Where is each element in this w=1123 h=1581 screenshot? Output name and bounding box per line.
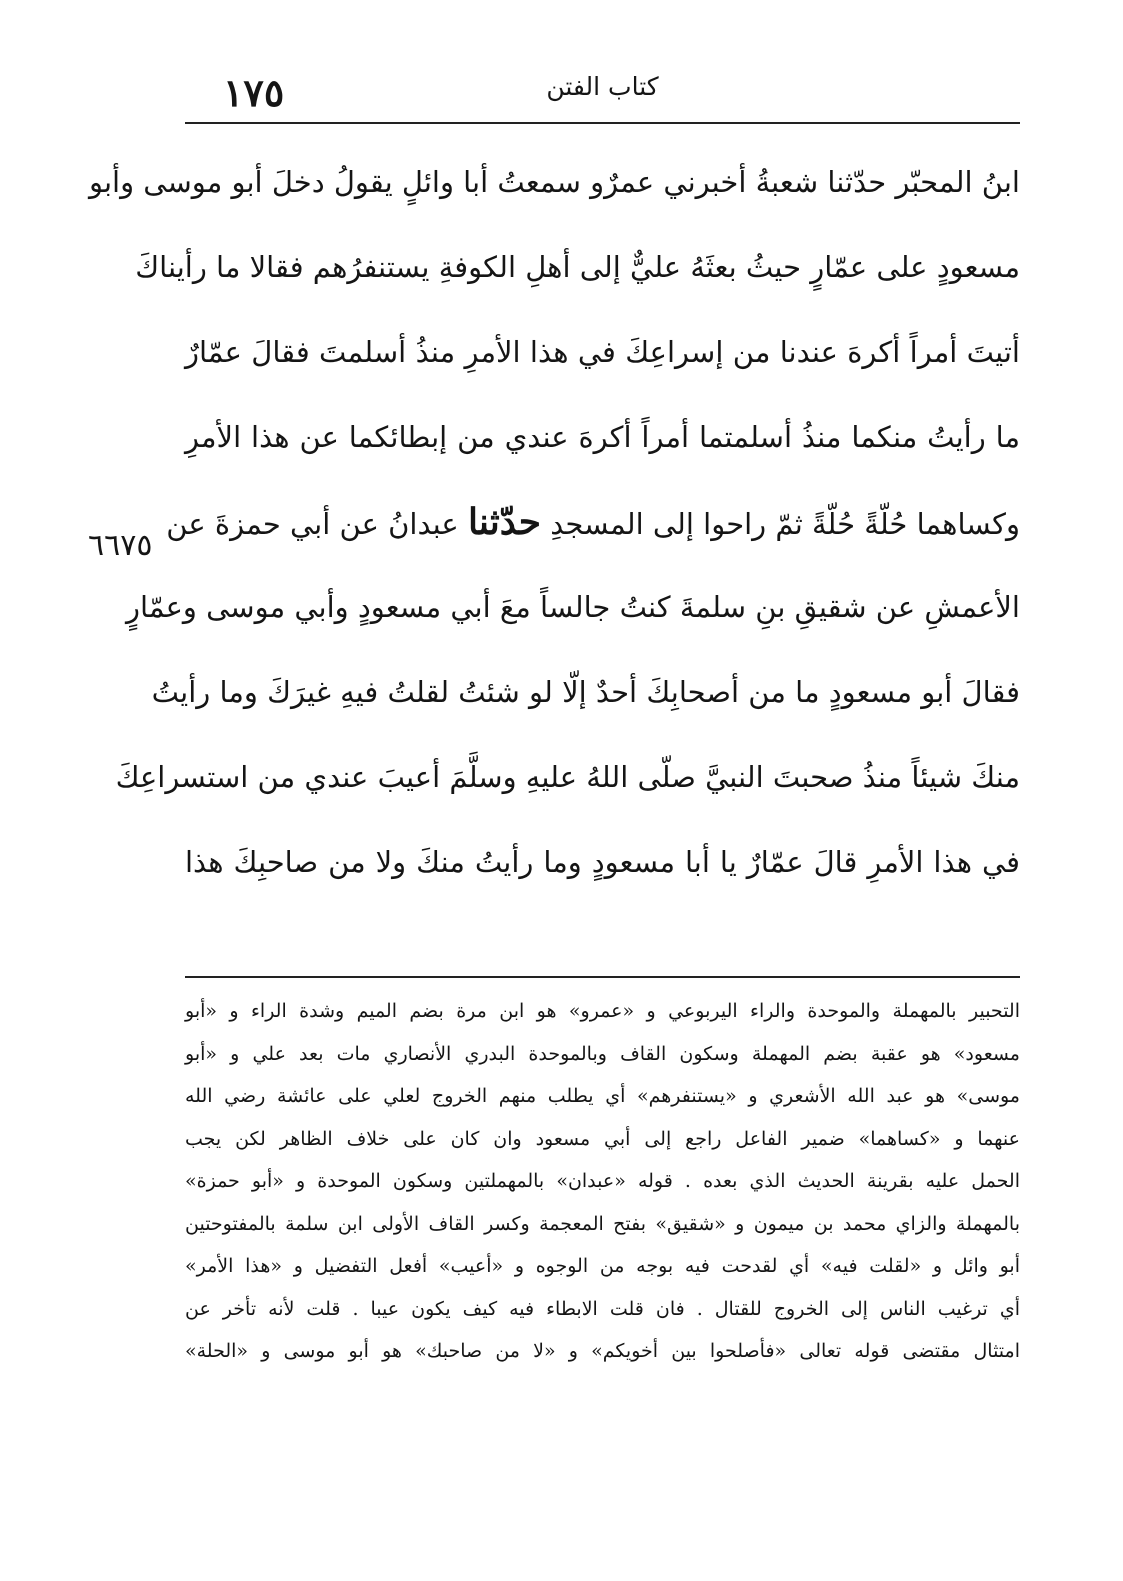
chapter-title: كتاب الفتن: [546, 72, 659, 101]
main-text-line: في هذا الأمرِ قالَ عمّارٌ يا أبا مسعودٍ وما رأيتُ منكَ ولا من صاحبِكَ هذا: [185, 845, 1020, 879]
haddathana-heading: حدّثنا: [467, 501, 541, 543]
commentary-line: أي ترغيب الناس إلى الخروج للقتال . فان قلت الابطاء فيه كيف يكون عيبا . قلت لأنه تأخر عن: [185, 1297, 1020, 1320]
commentary-line: مسعود» هو عقبة بضم المهملة وسكون القاف وبالموحدة البدري الأنصاري مات بعد علي و «أبو: [185, 1042, 1020, 1065]
commentary-line: بالمهملة والزاي محمد بن ميمون و «شقيق» بفتح المعجمة وكسر القاف الأولى ابن سلمة بالمفتوحتين: [185, 1212, 1020, 1235]
main-text-segment: وكساهما حُلّةً حُلّةً ثمّ راحوا إلى المسجدِ: [550, 507, 1020, 541]
commentary-line: الحمل عليه بقرينة الحديث الذي بعده . قوله «عبدان» بالمهملتين وسكون الموحدة و «أبو حمزة»: [185, 1170, 1020, 1192]
commentary-block: [185, 990, 1020, 1373]
commentary-line: موسى» هو عبد الله الأشعري و «يستنفرهم» أي يطلب منهم الخروج لعلي على عائشة رضي الله: [185, 1085, 1020, 1107]
main-text-line: الأعمشِ عن شقيقِ بنِ سلمةَ كنتُ جالساً معَ أبي مسعودٍ وأبي موسى وعمّارٍ: [125, 590, 1020, 624]
header-divider: [185, 122, 1020, 124]
hadith-number: ٦٦٧٥: [88, 528, 153, 563]
main-text-line: أتيتَ أمراً أكرهَ عندنا من إسراعِكَ في هذا الأمرِ منذُ أسلمتَ فقالَ عمّارٌ: [185, 335, 1020, 369]
commentary-line: عنهما و «كساهما» ضمير الفاعل راجع إلى أبي مسعود وان كان على خلاف الظاهر لكن يجب: [185, 1127, 1020, 1150]
main-text-segment: عبدانُ عن أبي حمزةَ عن: [166, 507, 459, 541]
page-number: ١٧٥: [223, 70, 285, 115]
commentary-line: امتثال مقتضى قوله تعالى «فأصلحوا بين أخويكم» و «لا من صاحبك» هو أبو موسى و «الحلة»: [185, 1340, 1020, 1362]
main-text-line: فقالَ أبو مسعودٍ ما من أصحابِكَ أحدٌ إلّا لو شئتُ لقلتُ فيهِ غيرَكَ وما رأيتُ: [151, 675, 1020, 709]
page-header: [185, 60, 1020, 122]
commentary-line: أبو وائل و «لقلت فيه» أي لقدحت فيه بوجه من الوجوه و «أعيب» أفعل التفضيل و «هذا الأمر»: [185, 1255, 1020, 1277]
main-text-line: ابنُ المحبّر حدّثنا شعبةُ أخبرني عمرٌو سمعتُ أبا وائلٍ يقولُ دخلَ أبو موسى وأبو: [88, 165, 1020, 199]
footnote-divider: [185, 976, 1020, 978]
main-text-line: مسعودٍ على عمّارٍ حيثُ بعثَهُ عليٌّ إلى أهلِ الكوفةِ يستنفرُهم فقالا ما رأيناكَ: [135, 250, 1020, 284]
commentary-line: التحبير بالمهملة والموحدة والراء اليربوعي و «عمرو» هو ابن مرة بضم الميم وشدة الراء و «أبو: [185, 1000, 1020, 1022]
main-text-line: ما رأيتُ منكما منذُ أسلمتما أمراً أكرهَ عندي من إبطائكما عن هذا الأمرِ: [185, 420, 1020, 454]
main-text-line-with-hadith-start: [166, 480, 1020, 565]
main-text-line: منكَ شيئاً منذُ صحبتَ النبيَّ صلّى اللهُ عليهِ وسلَّمَ أعيبَ عندي من استسراعِكَ: [115, 760, 1020, 794]
